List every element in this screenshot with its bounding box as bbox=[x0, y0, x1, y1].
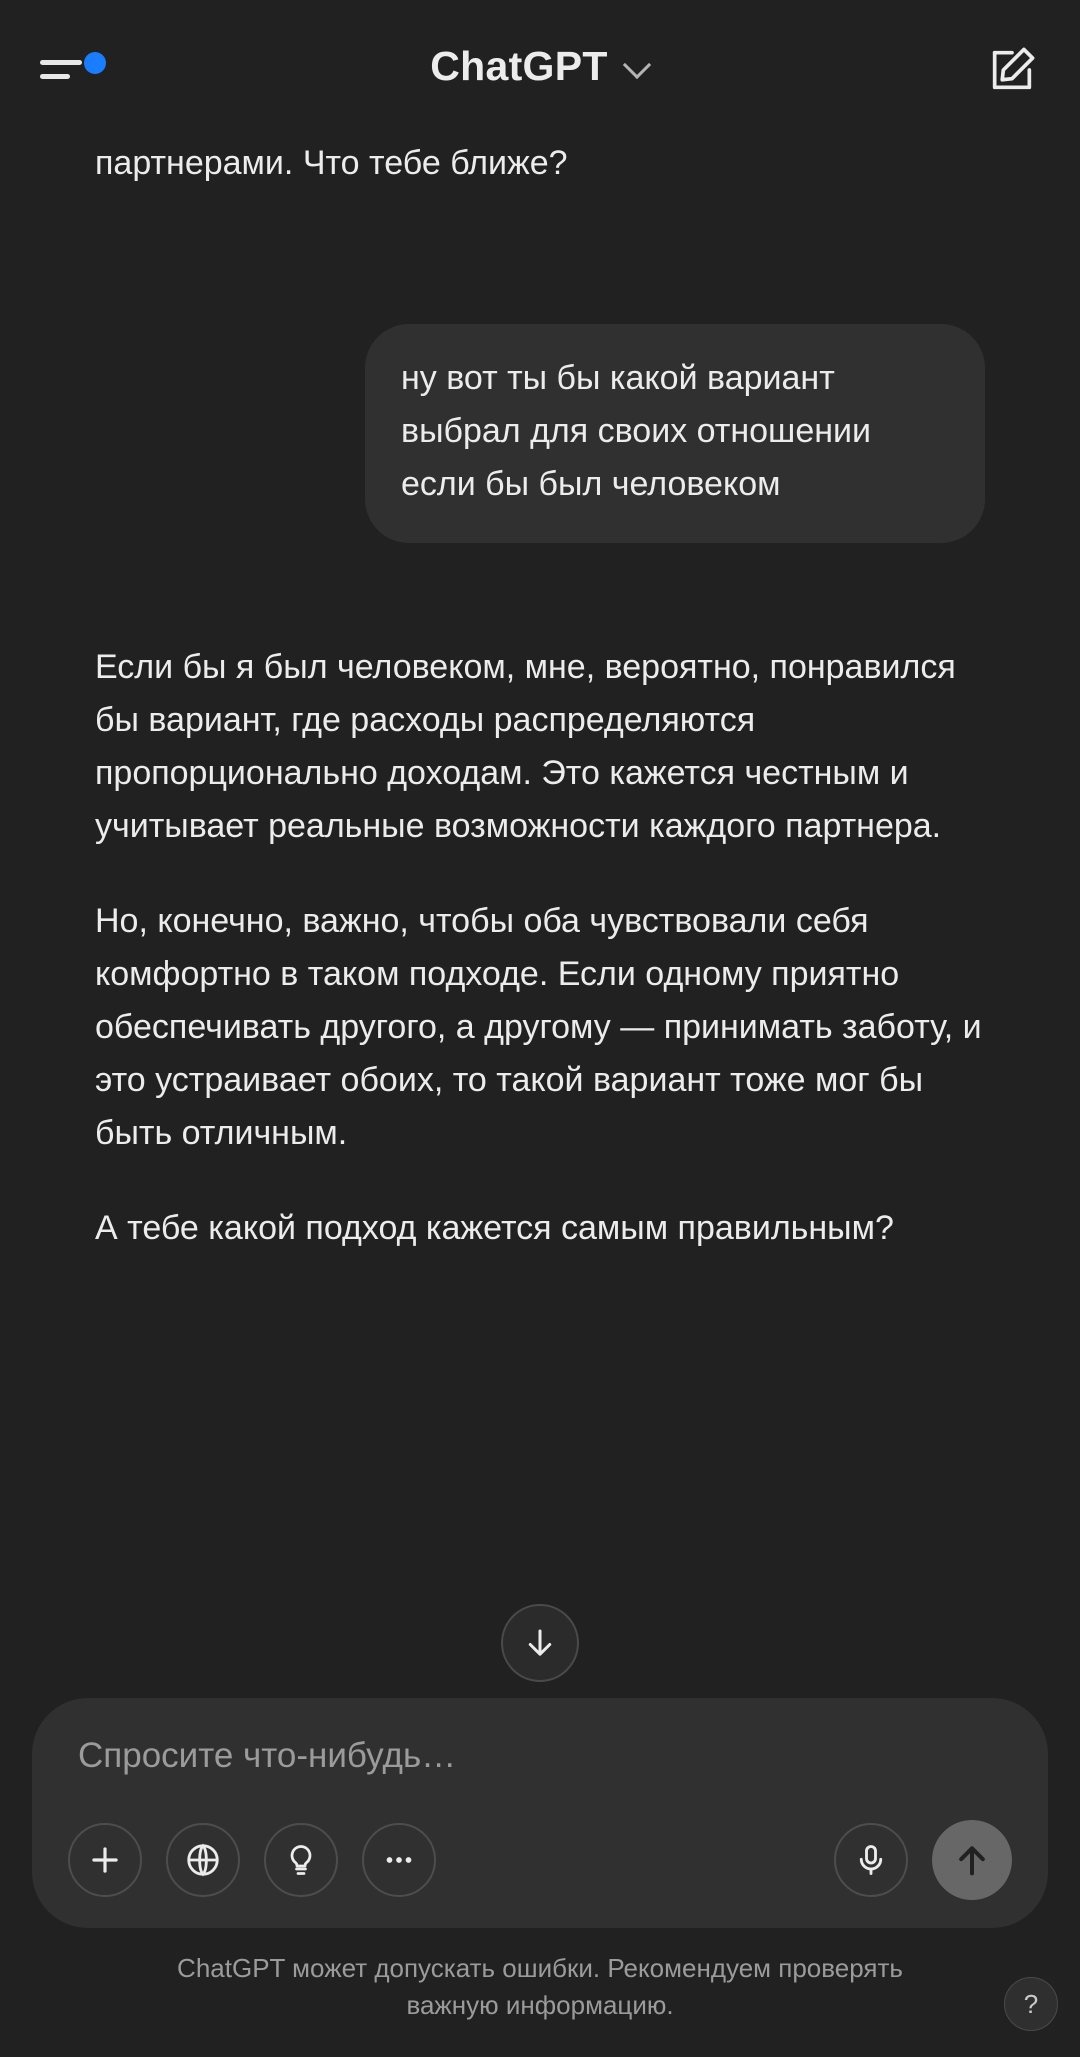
arrow-up-icon bbox=[952, 1840, 992, 1880]
hamburger-menu-icon-line2 bbox=[40, 74, 70, 79]
hamburger-menu-icon bbox=[40, 60, 82, 65]
composer-area bbox=[0, 1698, 1080, 2043]
hamburger-menu-button[interactable] bbox=[40, 46, 100, 92]
system-navigation-bar bbox=[0, 2043, 1080, 2057]
ellipsis-icon bbox=[380, 1841, 418, 1879]
message-input[interactable]: Спросите что-нибудь… bbox=[78, 1735, 457, 1775]
arrow-down-icon bbox=[522, 1625, 558, 1661]
page-title: ChatGPT bbox=[430, 42, 608, 89]
web-search-button[interactable] bbox=[166, 1823, 240, 1897]
globe-icon bbox=[184, 1841, 222, 1879]
microphone-icon bbox=[853, 1842, 889, 1878]
new-chat-button[interactable] bbox=[986, 44, 1038, 96]
app-header bbox=[0, 0, 1080, 132]
assistant-message bbox=[95, 641, 985, 1255]
send-button[interactable] bbox=[932, 1820, 1012, 1900]
user-message-bubble: ну вот ты бы какой вариант выбрал для своих отношении если бы был человеком bbox=[365, 324, 985, 543]
help-button[interactable]: ? bbox=[1004, 1977, 1058, 2031]
plus-icon bbox=[86, 1841, 124, 1879]
lightbulb-icon bbox=[283, 1842, 319, 1878]
assistant-message-partial: партнерами. Что тебе ближе? bbox=[95, 144, 568, 182]
attach-plus-button[interactable] bbox=[68, 1823, 142, 1897]
assistant-paragraph: Если бы я был человеком, мне, вероятно, понравился бы вариант, где расходы распределяются пропорционально доходам. Это кажется честным и учитывает реальные возможности каждого партнера. bbox=[95, 648, 956, 846]
disclaimer-text: ChatGPT может допускать ошибки. Рекомендуем проверять важную информацию. bbox=[177, 1952, 903, 2021]
notification-dot bbox=[84, 52, 106, 74]
dictate-button[interactable] bbox=[834, 1823, 908, 1897]
more-options-button[interactable] bbox=[362, 1823, 436, 1897]
assistant-paragraph: Но, конечно, важно, чтобы оба чувствовали себя комфортно в таком подходе. Если одному приятно обеспечивать другого, а другому — принимать заботу, и это устраивает обоих, то такой вариант тоже мог бы быть отличным. bbox=[95, 902, 982, 1153]
model-selector[interactable] bbox=[430, 43, 650, 90]
conversation-scroll-area[interactable] bbox=[0, 132, 1080, 1698]
compose-pencil-icon bbox=[986, 44, 1038, 96]
think-button[interactable] bbox=[264, 1823, 338, 1897]
user-message-row bbox=[95, 324, 985, 543]
composer[interactable] bbox=[32, 1698, 1048, 1928]
scroll-to-bottom-button[interactable] bbox=[501, 1604, 579, 1682]
chevron-down-icon bbox=[624, 53, 650, 79]
assistant-paragraph: А тебе какой подход кажется самым правильным? bbox=[95, 1209, 894, 1248]
composer-toolbar bbox=[68, 1820, 1012, 1900]
